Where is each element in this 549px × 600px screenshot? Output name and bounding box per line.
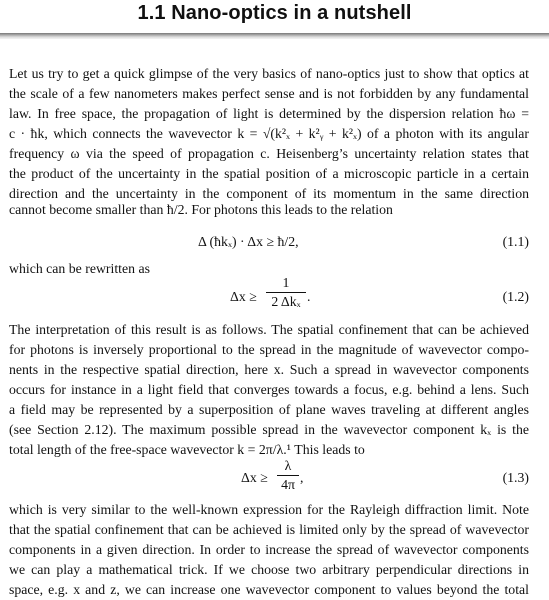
paragraph2-line-3: nents in the respective spatial direction, here x. Such a spread in wavevector components (9, 363, 529, 377)
paragraph2-line-7: total length of the free-space wavevector k = 2π/λ.¹ This leads to (9, 443, 365, 457)
paragraph2-line-1: The interpretation of this result is as follows. The spatial confinement that can be achieved (9, 323, 529, 337)
equation-1-2-tail: . (307, 289, 311, 304)
paragraph2-line-6: (see Section 2.12). The maximum possible spread in the wavevector component kₓ is the (9, 423, 529, 437)
equation-number-1-2: (1.2) (502, 289, 529, 304)
paragraph3-line-3: components in a given direction. In order to increase the spread of wavevector components (9, 543, 529, 557)
paragraph3-line-1: which is very similar to the well-known expression for the Rayleigh diffraction limit. Note (9, 503, 529, 517)
paragraph1-line-4: c · ħk, which connects the wavevector k = √(k²ₓ + k²ᵧ + k²ₓ) of a photon with its angular (9, 127, 529, 141)
equation-1-3-tail: , (300, 470, 304, 485)
equation-1-1: Δ (ħkₓ) · Δx ≥ ħ/2, (198, 234, 299, 249)
fraction-bar (266, 292, 306, 293)
equation-1-3-denominator: 4π (281, 477, 295, 492)
equation-1-3-fraction (277, 458, 299, 493)
paragraph2-line-2: for photons is inversely proportional to the spread in the magnitude of wavevector compo- (9, 343, 529, 357)
equation-1-2-numerator: 1 (282, 275, 290, 290)
equation-1-3-numerator: λ (284, 458, 292, 473)
equation-1-3-lhs: Δx ≥ (241, 470, 268, 485)
section-heading: 1.1 Nano-optics in a nutshell (137, 2, 412, 24)
paragraph3-line-4: we can play a mathematical trick. If we choose two arbitrary perpendicular directions in (9, 563, 529, 577)
heading-rule (0, 33, 549, 39)
paragraph3-line-2: that the spatial confinement that can be achieved is limited only by the spread of wavevector (9, 523, 529, 537)
equation-1-2-fraction (266, 275, 306, 310)
paragraph1-line-8: cannot become smaller than ħ/2. For photons this leads to the relation (9, 203, 393, 217)
paragraph1-line-2: the scale of a few nanometers makes perfect sense and is not forbidden by any fundamental (9, 87, 529, 101)
paragraph2-line-5: a field may be represented by a superposition of plane waves traveling at different angles (9, 403, 529, 417)
paragraph1-line-1: Let us try to get a quick glimpse of the very basics of nano-optics just to show that optics at (9, 67, 529, 81)
equation-1-2-lhs: Δx ≥ (230, 289, 257, 304)
fraction-bar (277, 475, 299, 476)
paragraph3-line-5: space, e.g. x and z, we can increase one wavevector component to values beyond the total (9, 583, 529, 597)
equation-number-1-1: (1.1) (502, 234, 529, 249)
paragraph1-line-5: frequency ω via the speed of propagation c. Heisenberg’s uncertainty relation states that (9, 147, 529, 161)
paragraph1-line-6: the product of the uncertainty in the spatial position of a microscopic particle in a certain (9, 167, 529, 181)
equation-number-1-3: (1.3) (502, 470, 529, 485)
equation-1-2-denominator: 2 Δkₓ (271, 294, 301, 309)
paragraph1-line-3: law. In free space, the propagation of light is determined by the dispersion relation ħω = (9, 107, 529, 121)
paragraph2-line-4: occurs for instance in a light field that converges towards a focus, e.g. behind a lens. Such (9, 383, 529, 397)
paragraph1-line-7: direction and the uncertainty in the component of its momentum in the same direction (9, 187, 529, 201)
rewritten-line: which can be rewritten as (9, 262, 150, 276)
